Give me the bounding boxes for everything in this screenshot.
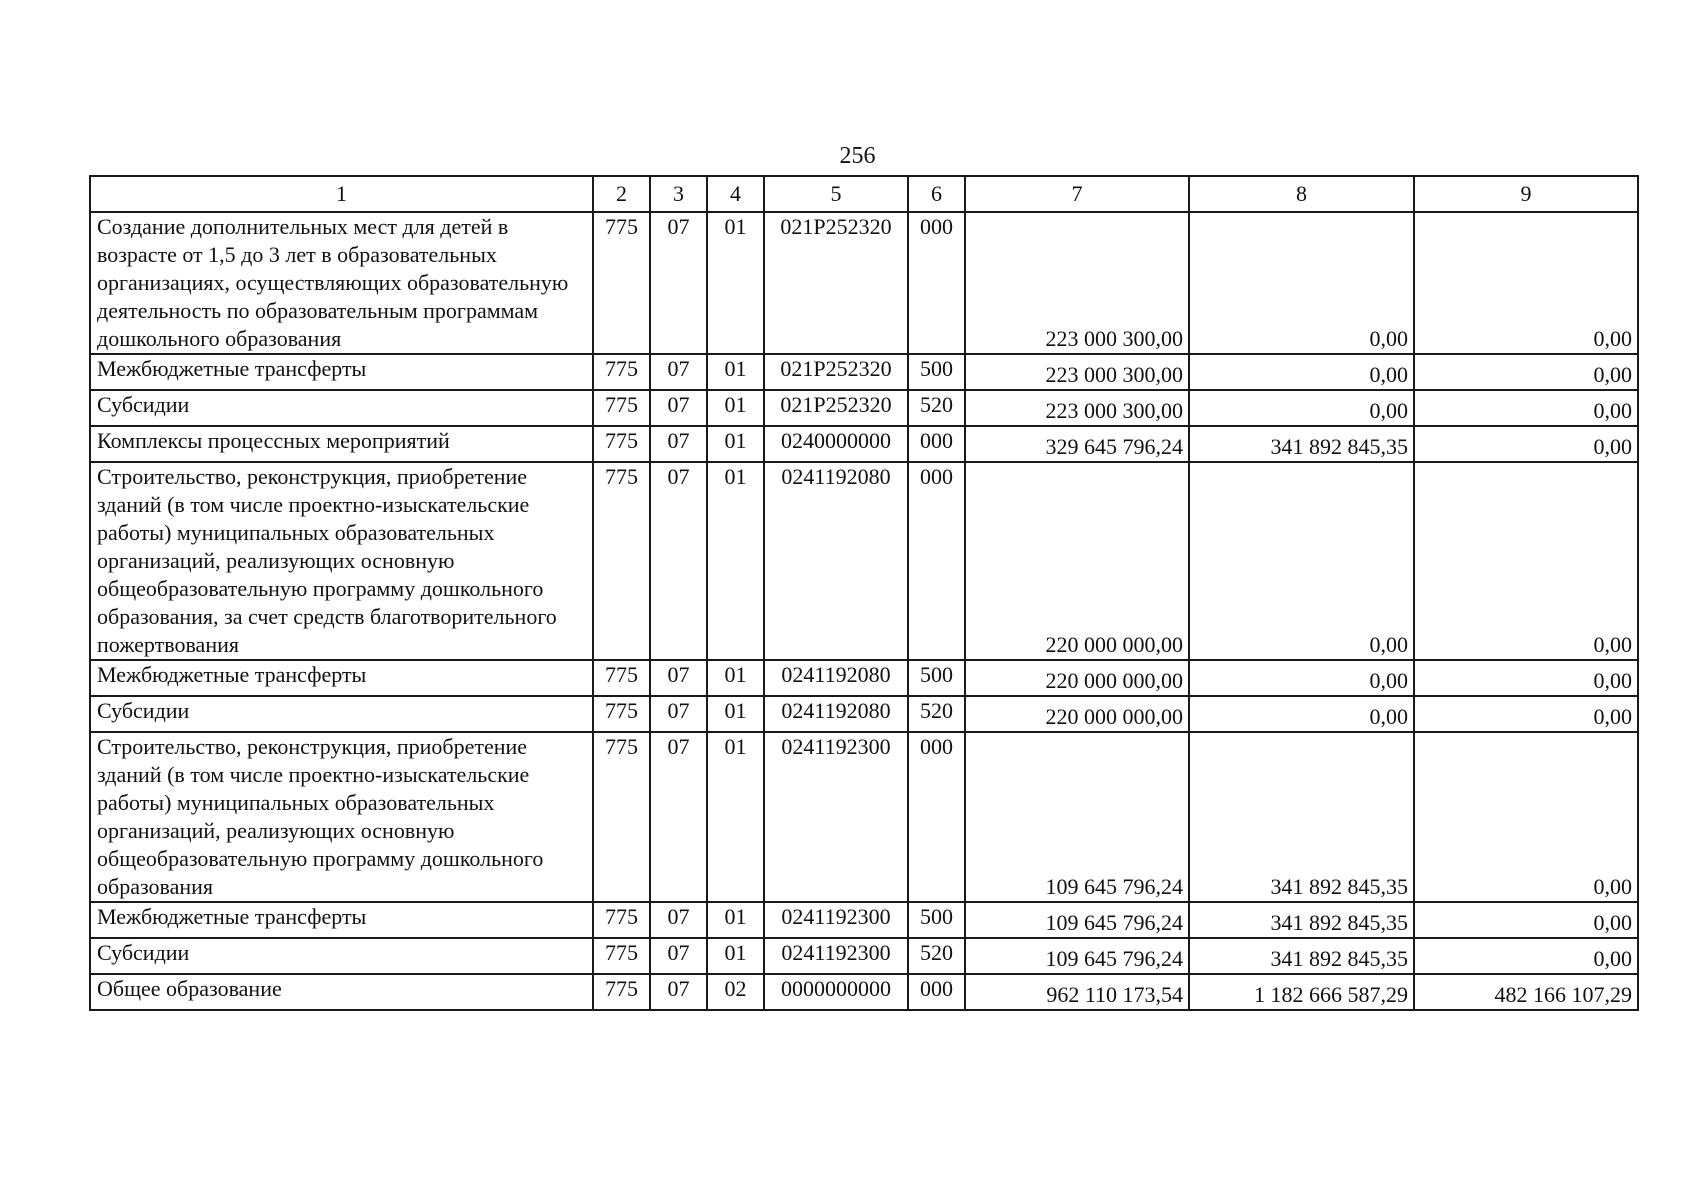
amount-col7: 220 000 000,00 (965, 696, 1189, 732)
amount-col9: 0,00 (1414, 696, 1638, 732)
amount-col9: 0,00 (1414, 660, 1638, 696)
expense-type-code: 500 (908, 354, 965, 390)
amount-col7: 329 645 796,24 (965, 426, 1189, 462)
table-row (90, 660, 1638, 696)
department-code: 775 (593, 974, 650, 1010)
section-code: 07 (650, 354, 707, 390)
table-row (90, 390, 1638, 426)
table-row (90, 732, 1638, 902)
target-article-code: 0241192080 (764, 660, 908, 696)
section-code: 07 (650, 732, 707, 902)
amount-col8: 0,00 (1189, 212, 1414, 354)
expense-type-code: 520 (908, 390, 965, 426)
amount-col9: 0,00 (1414, 902, 1638, 938)
section-code: 07 (650, 426, 707, 462)
subsection-code: 01 (707, 902, 764, 938)
column-header: 2 (593, 176, 650, 212)
amount-col7: 962 110 173,54 (965, 974, 1189, 1010)
department-code: 775 (593, 696, 650, 732)
section-code: 07 (650, 390, 707, 426)
target-article-code: 0241192080 (764, 696, 908, 732)
section-code: 07 (650, 902, 707, 938)
row-name: Межбюджетные трансферты (90, 354, 593, 390)
section-code: 07 (650, 696, 707, 732)
amount-col8: 341 892 845,35 (1189, 426, 1414, 462)
amount-col9: 0,00 (1414, 212, 1638, 354)
budget-table (89, 175, 1639, 1011)
amount-col9: 0,00 (1414, 426, 1638, 462)
amount-col9: 0,00 (1414, 938, 1638, 974)
target-article-code: 0241192300 (764, 732, 908, 902)
table-row (90, 212, 1638, 354)
table-row (90, 902, 1638, 938)
department-code: 775 (593, 354, 650, 390)
column-header: 5 (764, 176, 908, 212)
row-name: Межбюджетные трансферты (90, 660, 593, 696)
subsection-code: 01 (707, 426, 764, 462)
expense-type-code: 000 (908, 212, 965, 354)
row-name: Комплексы процессных мероприятий (90, 426, 593, 462)
amount-col7: 220 000 000,00 (965, 660, 1189, 696)
expense-type-code: 000 (908, 974, 965, 1010)
section-code: 07 (650, 660, 707, 696)
amount-col9: 0,00 (1414, 462, 1638, 660)
row-name: Субсидии (90, 938, 593, 974)
department-code: 775 (593, 212, 650, 354)
expense-type-code: 500 (908, 902, 965, 938)
subsection-code: 01 (707, 212, 764, 354)
amount-col7: 109 645 796,24 (965, 902, 1189, 938)
amount-col8: 0,00 (1189, 696, 1414, 732)
amount-col9: 0,00 (1414, 390, 1638, 426)
subsection-code: 01 (707, 390, 764, 426)
column-header: 1 (90, 176, 593, 212)
target-article-code: 0000000000 (764, 974, 908, 1010)
amount-col7: 223 000 300,00 (965, 390, 1189, 426)
subsection-code: 01 (707, 462, 764, 660)
column-number-row (90, 176, 1638, 212)
expense-type-code: 520 (908, 938, 965, 974)
amount-col7: 109 645 796,24 (965, 732, 1189, 902)
table-row (90, 462, 1638, 660)
amount-col7: 109 645 796,24 (965, 938, 1189, 974)
row-name: Строительство, реконструкция, приобретение зданий (в том числе проектно-изыскательские работы) муниципальных образовательных организаций, реализующих основную общеобразовательную программу дошкольного образования (90, 732, 593, 902)
subsection-code: 01 (707, 938, 764, 974)
section-code: 07 (650, 938, 707, 974)
amount-col7: 223 000 300,00 (965, 354, 1189, 390)
target-article-code: 021P252320 (764, 354, 908, 390)
subsection-code: 01 (707, 660, 764, 696)
department-code: 775 (593, 660, 650, 696)
row-name: Строительство, реконструкция, приобретение зданий (в том числе проектно-изыскательские работы) муниципальных образовательных организаций, реализующих основную общеобразовательную программу дошкольного образования, за счет средств благотворительного пожертвования (90, 462, 593, 660)
target-article-code: 0241192300 (764, 902, 908, 938)
amount-col7: 223 000 300,00 (965, 212, 1189, 354)
row-name: Межбюджетные трансферты (90, 902, 593, 938)
row-name: Создание дополнительных мест для детей в возрасте от 1,5 до 3 лет в образовательных организациях, осуществляющих образовательную деятельность по образовательным программам дошкольного образования (90, 212, 593, 354)
target-article-code: 021P252320 (764, 390, 908, 426)
column-header: 8 (1189, 176, 1414, 212)
column-header: 7 (965, 176, 1189, 212)
department-code: 775 (593, 732, 650, 902)
row-name: Субсидии (90, 390, 593, 426)
amount-col8: 1 182 666 587,29 (1189, 974, 1414, 1010)
target-article-code: 0240000000 (764, 426, 908, 462)
expense-type-code: 000 (908, 732, 965, 902)
target-article-code: 0241192080 (764, 462, 908, 660)
expense-type-code: 500 (908, 660, 965, 696)
column-header: 4 (707, 176, 764, 212)
section-code: 07 (650, 212, 707, 354)
department-code: 775 (593, 938, 650, 974)
amount-col9: 0,00 (1414, 354, 1638, 390)
table-row (90, 938, 1638, 974)
column-header: 3 (650, 176, 707, 212)
target-article-code: 0241192300 (764, 938, 908, 974)
amount-col7: 220 000 000,00 (965, 462, 1189, 660)
row-name: Субсидии (90, 696, 593, 732)
page-number: 256 (839, 143, 876, 169)
row-name: Общее образование (90, 974, 593, 1010)
subsection-code: 01 (707, 354, 764, 390)
table-row (90, 696, 1638, 732)
amount-col8: 0,00 (1189, 390, 1414, 426)
department-code: 775 (593, 390, 650, 426)
department-code: 775 (593, 462, 650, 660)
expense-type-code: 000 (908, 426, 965, 462)
amount-col8: 0,00 (1189, 660, 1414, 696)
expense-type-code: 520 (908, 696, 965, 732)
section-code: 07 (650, 462, 707, 660)
target-article-code: 021P252320 (764, 212, 908, 354)
amount-col8: 0,00 (1189, 462, 1414, 660)
subsection-code: 01 (707, 696, 764, 732)
amount-col8: 0,00 (1189, 354, 1414, 390)
department-code: 775 (593, 902, 650, 938)
table-row (90, 426, 1638, 462)
table-row (90, 354, 1638, 390)
table-row (90, 974, 1638, 1010)
amount-col8: 341 892 845,35 (1189, 902, 1414, 938)
subsection-code: 02 (707, 974, 764, 1010)
amount-col8: 341 892 845,35 (1189, 732, 1414, 902)
amount-col9: 482 166 107,29 (1414, 974, 1638, 1010)
amount-col8: 341 892 845,35 (1189, 938, 1414, 974)
section-code: 07 (650, 974, 707, 1010)
expense-type-code: 000 (908, 462, 965, 660)
column-header: 9 (1414, 176, 1638, 212)
column-header: 6 (908, 176, 965, 212)
subsection-code: 01 (707, 732, 764, 902)
department-code: 775 (593, 426, 650, 462)
amount-col9: 0,00 (1414, 732, 1638, 902)
